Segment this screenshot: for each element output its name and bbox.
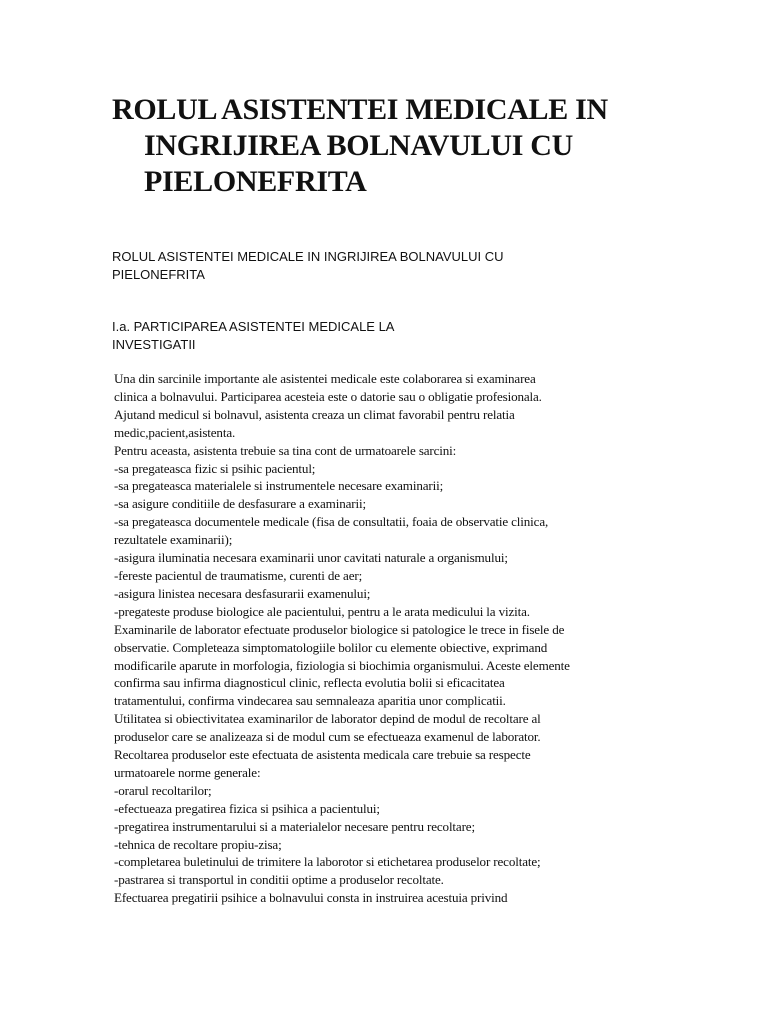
text-line: clinica a bolnavului. Participarea acesteia este o datorie sau o obligatie profesionala. (114, 388, 542, 404)
text-line: -pregatirea instrumentarului si a materialelor necesare pentru recoltare; (114, 818, 475, 834)
section-heading: I.a. PARTICIPAREA ASISTENTEI MEDICALE LA INVESTIGATII (112, 319, 394, 352)
text-line: -pastrarea si transportul in conditii optime a produselor recoltate. (114, 872, 444, 888)
text-line: Examinarile de laborator efectuate produselor biologice si patologice le trece in fisele de (114, 621, 565, 637)
text-line: Pentru aceasta, asistenta trebuie sa tina cont de urmatoarele sarcini: (114, 442, 457, 458)
text-line: -efectueaza pregatirea fizica si psihica a pacientului; (114, 800, 380, 816)
text-line: observatie. Completeaza simptomatologiile bolilor cu elemente obiective, exprimand (114, 639, 548, 655)
text-line: -fereste pacientul de traumatisme, curenti de aer; (114, 567, 363, 583)
document-title: ROLUL ASISTENTEI MEDICALE IN INGRIJIREA BOLNAVULUI CU PIELONEFRITA (112, 93, 608, 198)
text-line: Una din sarcinile importante ale asistentei medicale este colaborarea si examinarea (114, 371, 536, 386)
text-line: Recoltarea produselor este efectuata de asistenta medicala care trebuie sa respecte (114, 747, 531, 763)
document-subtitle: ROLUL ASISTENTEI MEDICALE IN INGRIJIREA BOLNAVULUI CU PIELONEFRITA (112, 249, 504, 282)
text-line: -sa pregateasca fizic si psihic pacientul; (114, 460, 316, 476)
text-line: modificarile aparute in morfologia, fiziologia si biochimia organismului. Aceste elemente (114, 657, 570, 673)
body-text (114, 370, 659, 907)
text-line: -sa pregateasca documentele medicale (fisa de consultatii, foaia de observatie clinica, (114, 514, 549, 530)
text-line: -sa asigure conditiile de desfasurare a examinarii; (114, 496, 366, 512)
text-line: -completarea buletinului de trimitere la laborotor si etichetarea produselor recoltate; (114, 854, 541, 870)
text-line: produselor care se analizeaza si de modul cum se efectueaza examenul de laborator. (114, 729, 541, 745)
text-line: Ajutand medicul si bolnavul, asistenta creaza un climat favorabil pentru relatia (114, 406, 515, 422)
text-line: confirma sau infirma diagnosticul clinic, reflecta evolutia bolii si eficacitatea (114, 675, 505, 691)
text-line: -asigura iluminatia necesara examinarii unor cavitati naturale a organismului; (114, 550, 508, 566)
text-line: rezultatele examinarii); (114, 532, 233, 548)
text-line: Efectuarea pregatirii psihice a bolnavului consta in instruirea acestuia privind (114, 890, 508, 906)
text-line: -tehnica de recoltare propiu-zisa; (114, 836, 282, 852)
text-line: Utilitatea si obiectivitatea examinarilor de laborator depind de modul de recoltare al (114, 711, 541, 727)
text-line: urmatoarele norme generale: (114, 764, 261, 780)
text-line: -pregateste produse biologice ale pacientului, pentru a le arata medicului la vizita. (114, 603, 530, 619)
text-line: tratamentului, confirma vindecarea sau semnaleaza aparitia unor complicatii. (114, 693, 506, 709)
text-line: -orarul recoltarilor; (114, 782, 212, 798)
text-line: medic,pacient,asistenta. (114, 424, 236, 440)
text-line: -asigura linistea necesara desfasurarii examenului; (114, 585, 371, 601)
text-line: -sa pregateasca materialele si instrumentele necesare examinarii; (114, 478, 444, 494)
